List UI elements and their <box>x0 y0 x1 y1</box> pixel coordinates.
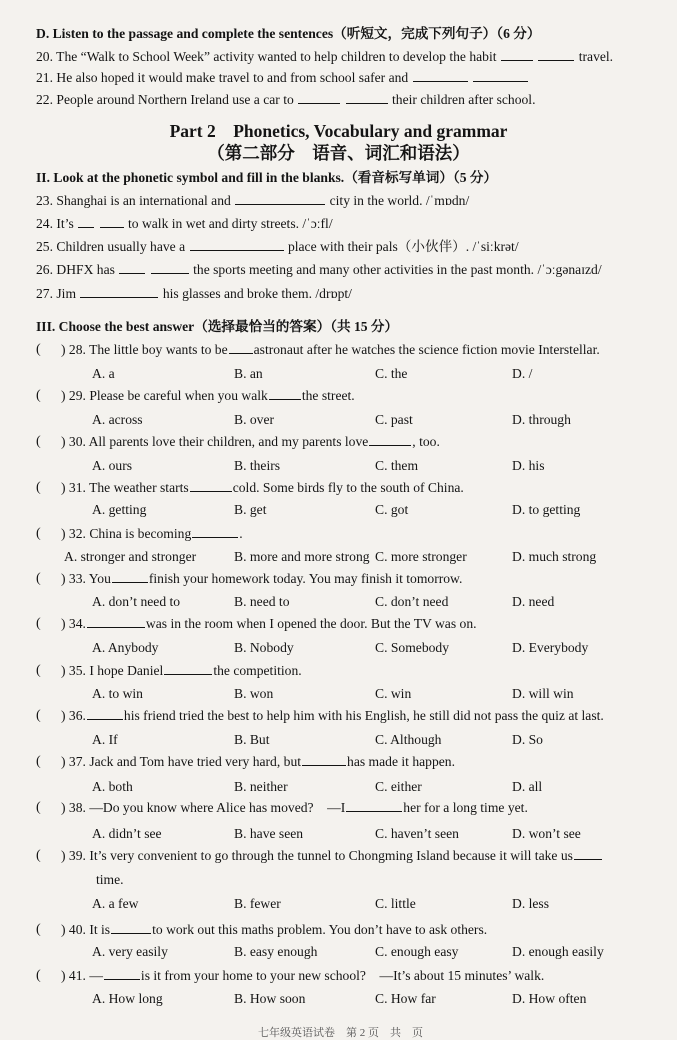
question-stem-tail: the competition. <box>213 663 302 678</box>
answer-paren[interactable]: ( <box>36 434 41 449</box>
answer-blank[interactable] <box>369 434 411 446</box>
question-stem-tail: was in the room when I opened the door. But the TV was on. <box>145 616 477 631</box>
answer-blank[interactable] <box>269 388 301 400</box>
option-b[interactable]: B. have seen <box>234 826 304 841</box>
option-b[interactable]: B. neither <box>234 779 288 794</box>
answer-paren[interactable]: ( <box>36 663 41 678</box>
question-26 <box>36 262 602 278</box>
question-stem-tail: finish your homework today. You may finish it tomorrow. <box>148 571 463 586</box>
question-stem-tail: is it from your home to your new school? —It’s about 15 minutes’ walk. <box>140 968 545 983</box>
question-stem <box>61 800 528 816</box>
option-d[interactable]: D. enough easily <box>512 944 604 959</box>
question-stem <box>61 571 462 587</box>
option-c[interactable]: C. the <box>375 366 408 381</box>
section-iii-heading: III. Choose the best answer（选择最恰当的答案）（共 15 分） <box>36 319 399 334</box>
answer-paren[interactable]: ( <box>36 800 41 815</box>
option-a[interactable]: A. both <box>92 779 133 794</box>
option-c[interactable]: C. got <box>375 502 409 517</box>
answer-blank[interactable] <box>413 70 468 82</box>
option-b[interactable]: B. won <box>234 686 274 701</box>
question-23-text: 23. Shanghai is an international and <box>36 193 231 208</box>
answer-blank[interactable] <box>100 216 124 228</box>
option-a[interactable]: A. very easily <box>92 944 168 959</box>
question-stem-text: ) 38. —Do you know where Alice has moved? —I <box>61 800 346 815</box>
question-stem-text: ) 36. <box>61 708 86 723</box>
option-d[interactable]: D. to getting <box>512 502 581 517</box>
option-c[interactable]: C. past <box>375 412 413 427</box>
answer-paren[interactable]: ( <box>36 526 41 541</box>
question-26-tail: the sports meeting and many other activities in the past month. /ˈɔːgənaɪzd/ <box>193 262 602 277</box>
part2-title: Part 2 Phonetics, Vocabulary and grammar <box>169 121 508 141</box>
question-25-tail: place with their pals（小伙伴）. /ˈsiːkrət/ <box>287 239 519 254</box>
option-a[interactable]: A. to win <box>92 686 143 701</box>
question-stem-text: ) 41. — <box>61 968 103 983</box>
question-stem-text: ) 32. China is becoming <box>61 526 192 541</box>
option-a[interactable]: A. Anybody <box>92 640 159 655</box>
answer-blank[interactable] <box>574 848 602 860</box>
question-stem <box>61 388 355 404</box>
question-stem-text: ) 39. It’s very convenient to go through the tunnel to Chongming Island because it will take us <box>61 848 573 863</box>
question-stem-tail: his friend tried the best to help him with his English, he still did not pass the quiz at last. <box>123 708 604 723</box>
question-stem <box>61 708 604 724</box>
option-b[interactable]: B. fewer <box>234 896 281 911</box>
option-d[interactable]: D. Everybody <box>512 640 589 655</box>
question-23-tail: city in the world. /ˈmɒdn/ <box>329 193 470 208</box>
question-27-text: 27. Jim <box>36 286 77 301</box>
answer-blank[interactable] <box>538 49 574 61</box>
question-20-text: 20. The “Walk to School Week” activity wanted to help children to develop the habit <box>36 49 497 64</box>
question-stem-text: ) 30. All parents love their children, and my parents love <box>61 434 369 449</box>
part2-subtitle: （第二部分 语音、词汇和语法） <box>207 143 470 163</box>
answer-blank[interactable] <box>78 216 94 228</box>
option-c[interactable]: C. enough easy <box>375 944 459 959</box>
answer-blank[interactable] <box>501 49 533 61</box>
answer-blank[interactable] <box>190 480 232 492</box>
page-footer: 七年级英语试卷 第 2 页 共 页 <box>258 1027 423 1039</box>
option-a[interactable]: A. didn’t see <box>92 826 162 841</box>
answer-blank[interactable] <box>164 663 212 675</box>
option-a[interactable]: A. a <box>92 366 115 381</box>
option-c[interactable]: C. Somebody <box>375 640 450 655</box>
answer-blank[interactable] <box>151 262 189 274</box>
question-stem <box>61 663 302 679</box>
question-stem <box>61 922 487 938</box>
option-b[interactable]: B. How soon <box>234 991 306 1006</box>
answer-blank[interactable] <box>473 70 528 82</box>
question-22-tail: their children after school. <box>392 92 536 107</box>
question-stem <box>61 754 455 770</box>
question-stem-text: ) 40. It is <box>61 922 111 937</box>
answer-blank[interactable] <box>112 571 148 583</box>
question-stem <box>61 526 243 542</box>
answer-paren[interactable]: ( <box>36 968 41 983</box>
option-d[interactable]: D. How often <box>512 991 587 1006</box>
question-24-tail: to walk in wet and dirty streets. /ˈɔːfl/ <box>127 216 333 231</box>
option-c[interactable]: C. them <box>375 458 419 473</box>
question-23 <box>36 193 469 209</box>
question-stem-tail: has made it happen. <box>347 754 455 769</box>
question-21 <box>36 70 529 86</box>
option-a[interactable]: A. a few <box>92 896 139 911</box>
question-stem-tail: the street. <box>301 388 355 403</box>
section-ii-heading: II. Look at the phonetic symbol and fill in the blanks.（看音标写单词）（5 分） <box>36 170 498 185</box>
answer-blank[interactable] <box>80 286 158 298</box>
option-d[interactable]: D. / <box>512 366 533 381</box>
answer-blank[interactable] <box>229 342 253 354</box>
option-d[interactable]: D. So <box>512 732 543 747</box>
option-d[interactable]: D. through <box>512 412 571 427</box>
answer-blank[interactable] <box>346 800 402 812</box>
question-stem-text: ) 35. I hope Daniel <box>61 663 164 678</box>
section-d-heading: D. Listen to the passage and complete the sentences（听短文，完成下列句子）（6 分） <box>36 26 541 41</box>
question-stem-continuation: time. <box>96 872 124 887</box>
answer-blank[interactable] <box>190 239 284 251</box>
question-20-tail: travel. <box>578 49 614 64</box>
answer-blank[interactable] <box>87 616 145 628</box>
question-27 <box>36 286 352 302</box>
option-a[interactable]: A. If <box>92 732 118 747</box>
question-stem-tail: astronaut after he watches the science fiction movie Interstellar. <box>253 342 600 357</box>
option-a[interactable]: A. How long <box>92 991 163 1006</box>
question-stem <box>61 616 477 632</box>
question-stem <box>61 480 464 496</box>
answer-blank[interactable] <box>298 92 340 104</box>
question-stem <box>61 848 603 864</box>
option-c[interactable]: C. don’t need <box>375 594 449 609</box>
option-d[interactable]: D. won’t see <box>512 826 581 841</box>
question-25 <box>36 239 519 255</box>
answer-blank[interactable] <box>346 92 388 104</box>
question-stem-text: ) 31. The weather starts <box>61 480 189 495</box>
option-b[interactable]: B. theirs <box>234 458 281 473</box>
question-stem-tail: cold. Some birds fly to the south of China. <box>232 480 464 495</box>
option-b[interactable]: B. Nobody <box>234 640 294 655</box>
option-d[interactable]: D. need <box>512 594 555 609</box>
option-d[interactable]: D. will win <box>512 686 574 701</box>
answer-paren[interactable]: ( <box>36 616 41 631</box>
answer-paren[interactable]: ( <box>36 922 41 937</box>
question-stem-tail: to work out this maths problem. You don’t have to ask others. <box>152 922 488 937</box>
question-22 <box>36 92 535 108</box>
option-a[interactable]: A. ours <box>92 458 133 473</box>
question-stem-text: ) 37. Jack and Tom have tried very hard, but <box>61 754 302 769</box>
question-stem-text: ) 33. You <box>61 571 111 586</box>
answer-paren[interactable]: ( <box>36 571 41 586</box>
option-b[interactable]: B. need to <box>234 594 290 609</box>
question-26-text: 26. DHFX has <box>36 262 115 277</box>
answer-paren[interactable]: ( <box>36 342 41 357</box>
answer-paren[interactable]: ( <box>36 754 41 769</box>
option-a[interactable]: A. across <box>92 412 143 427</box>
question-27-tail: his glasses and broke them. /drɒpt/ <box>162 286 352 301</box>
option-c[interactable]: C. little <box>375 896 416 911</box>
answer-blank[interactable] <box>87 708 123 720</box>
option-c[interactable]: C. win <box>375 686 412 701</box>
option-d[interactable]: D. less <box>512 896 550 911</box>
option-b[interactable]: B. But <box>234 732 270 747</box>
option-c[interactable]: C. more stronger <box>375 549 467 564</box>
option-c[interactable]: C. Although <box>375 732 442 747</box>
answer-paren[interactable]: ( <box>36 848 41 863</box>
option-c[interactable]: C. How far <box>375 991 436 1006</box>
question-stem-text: ) 28. The little boy wants to be <box>61 342 228 357</box>
option-b[interactable]: B. get <box>234 502 267 517</box>
answer-blank[interactable] <box>235 193 325 205</box>
answer-blank[interactable] <box>111 922 151 934</box>
question-stem-tail: , too. <box>412 434 440 449</box>
answer-blank[interactable] <box>104 968 140 980</box>
option-b[interactable]: B. easy enough <box>234 944 318 959</box>
question-21-text: 21. He also hoped it would make travel to and from school safer and <box>36 70 409 85</box>
answer-paren[interactable]: ( <box>36 388 41 403</box>
option-d[interactable]: D. his <box>512 458 545 473</box>
question-22-text: 22. People around Northern Ireland use a car to <box>36 92 294 107</box>
question-24-text: 24. It’s <box>36 216 74 231</box>
option-c[interactable]: C. haven’t seen <box>375 826 459 841</box>
question-20 <box>36 49 613 65</box>
option-a[interactable]: A. getting <box>92 502 147 517</box>
option-b[interactable]: B. over <box>234 412 275 427</box>
question-stem <box>61 434 440 450</box>
question-stem-text: ) 34. <box>61 616 86 631</box>
option-a[interactable]: A. don’t need to <box>92 594 181 609</box>
question-stem <box>61 968 544 984</box>
option-a[interactable]: A. stronger and stronger <box>64 549 197 564</box>
option-b[interactable]: B. an <box>234 366 263 381</box>
question-25-text: 25. Children usually have a <box>36 239 186 254</box>
option-d[interactable]: D. all <box>512 779 543 794</box>
option-b[interactable]: B. more and more strong <box>234 549 370 564</box>
question-stem-tail: her for a long time yet. <box>403 800 528 815</box>
answer-paren[interactable]: ( <box>36 708 41 723</box>
answer-blank[interactable] <box>192 526 238 538</box>
answer-blank[interactable] <box>302 754 346 766</box>
answer-paren[interactable]: ( <box>36 480 41 495</box>
question-stem <box>61 342 600 358</box>
option-d[interactable]: D. much strong <box>512 549 597 564</box>
option-c[interactable]: C. either <box>375 779 422 794</box>
question-stem-text: ) 29. Please be careful when you walk <box>61 388 268 403</box>
answer-blank[interactable] <box>119 262 145 274</box>
question-stem-tail: . <box>239 526 243 541</box>
question-24 <box>36 216 333 232</box>
